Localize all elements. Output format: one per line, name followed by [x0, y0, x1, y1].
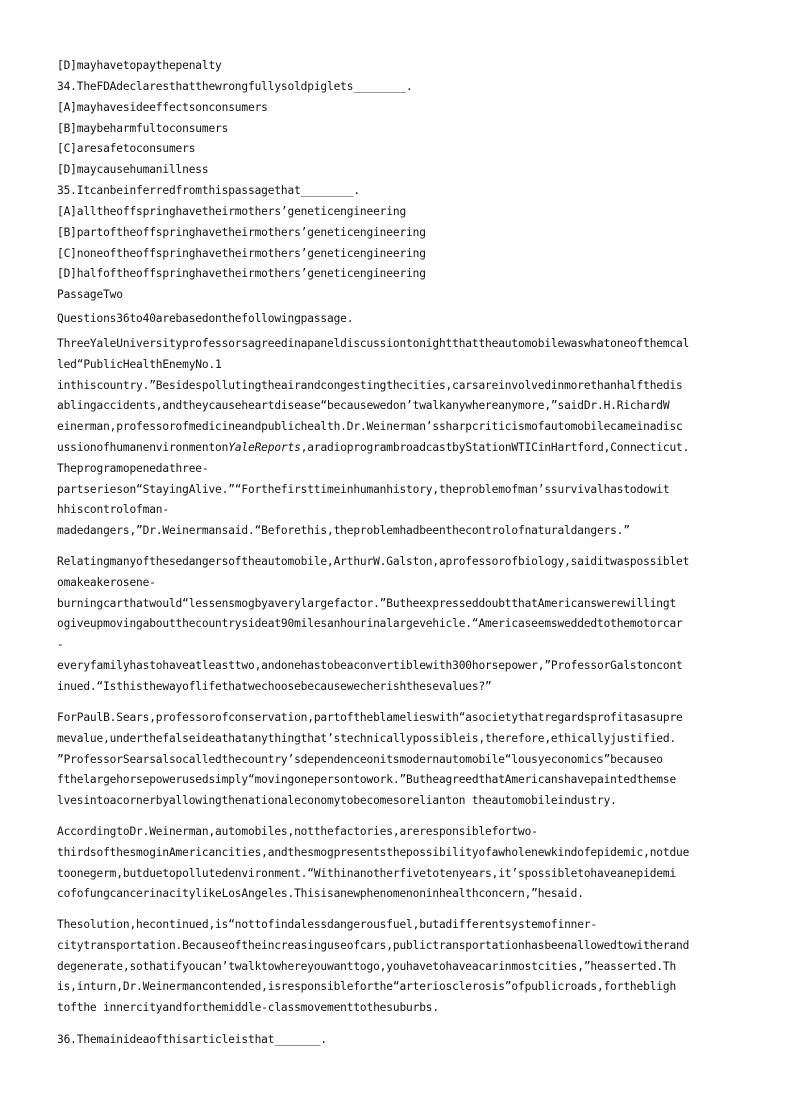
paragraph-line: citytransportation.Becauseoftheincreasinguseofcars,publictransportationhasbeenallowedtowitherand	[57, 938, 690, 952]
paragraph-line: cofofungcancerinacitylikeLosAngeles.Thisisanewphenomenoninhealthconcern,”hesaid.	[57, 887, 584, 901]
paragraph-4	[57, 822, 733, 905]
paragraph-line: toonegerm,butduetopollutedenvironment.“Withinanotherfivetotenyears,it’spossibletohaveanepidemi	[57, 866, 677, 880]
paragraph-line: hhiscontrolofman-	[57, 503, 169, 517]
q35-stem: 35.Itcanbeinferredfromthispassagethat________.	[57, 184, 360, 197]
paragraph-line: degenerate,sothatifyoucan’twalktowhereyouwanttogo,youhavetohaveacarinmostcities,”heasserted.Th	[57, 959, 677, 973]
paragraph-line: fthelargehorsepowerusedsimply“movingonepersontowork.”ButheagreedthatAmericanshavepaintedthemse	[57, 773, 677, 787]
paragraph-3	[57, 708, 733, 812]
paragraph-line: omakeakerosene-	[57, 575, 156, 589]
q35-option-a: [A]alltheoffspringhavetheirmothers’geneticengineering	[57, 205, 407, 218]
q34-option-d: [D]maycausehumanillness	[57, 163, 209, 176]
paragraph-line: Thesolution,hecontinued,is“nottofindalessdangerousfuel,butadifferentsystemofinner-	[57, 918, 598, 931]
q34-option-b: [B]maybeharmfultoconsumers	[57, 122, 229, 135]
paragraph-line: mevalue,underthefalseideathatanythingthat’stechnicallypossibleis,therefore,ethicallyjustified.	[57, 731, 677, 745]
paragraph-line: madedangers,”Dr.Weinermansaid.“Beforethis,theproblemhadbeenthecontrolofnaturaldangers.”	[57, 524, 630, 538]
paragraph-line: tofthe innercityandforthemiddle-classmovementtothesuburbs.	[57, 1001, 439, 1015]
paragraph-line: -	[57, 638, 64, 652]
passage-instructions: Questions36to40arebasedonthefollowingpassage.	[57, 312, 354, 325]
paragraph-line: burningcarthatwould“lessensmogbyaverylargefactor.”ButheexpresseddoubtthatAmericanswerewillingt	[57, 596, 677, 610]
passage-title: PassageTwo	[57, 288, 123, 301]
paragraph-line: ablingaccidents,andtheycauseheartdisease“becausewedon’twalkanywhereanymore,”saidDr.H.RichardW	[57, 399, 670, 413]
paragraph-line: ”ProfessorSearsalsocalledthecountry’sdependenceonitsmodernautomobile“lousyeconomics”becauseo	[57, 752, 663, 766]
paragraph-line: lvesintoacornerbyallowingthenationaleconomytobecomesorelianton theautomobileindustry.	[57, 794, 617, 808]
q34-option-a: [A]mayhavesideeffectsonconsumers	[57, 101, 268, 114]
paragraph-5	[57, 915, 733, 1019]
program-name: YaleReports	[228, 440, 301, 454]
paragraph-line: everyfamilyhastohaveatleasttwo,andonehastobeaconvertiblewith300horsepower,”ProfessorGalstoncont	[57, 658, 683, 672]
q34-stem: 34.TheFDAdeclaresthatthewrongfullysoldpiglets________.	[57, 80, 413, 93]
paragraph-2	[57, 552, 733, 698]
paragraph-line: ForPaulB.Sears,professorofconservation,partoftheblamelieswith“asocietythatregardsprofitasasupre	[57, 711, 683, 724]
paragraph-line	[57, 438, 733, 459]
paragraph-line: ThreeYaleUniversityprofessorsagreedinapaneldiscussiontonightthattheautomobilewaswhatoneofthemcal	[57, 337, 690, 350]
paragraph-line: Theprogramopenedathree-	[57, 461, 209, 475]
paragraph-line: inued.“Isthisthewayoflifethatwechoosebecausewecherishthesevalues?”	[57, 679, 492, 693]
paragraph-1	[57, 334, 733, 542]
paragraph-line: is,inturn,Dr.Weinermancontended,isresponsibleforthe“arteriosclerosis”ofpublicroads,forthebligh	[57, 980, 677, 994]
paragraph-line: led“PublicHealthEnemyNo.1	[57, 357, 222, 371]
paragraph-text: ,aradioprogrambroadcastbyStationWTICinHartford,Connecticut.	[300, 440, 690, 454]
q35-option-b: [B]partoftheoffspringhavetheirmothers’geneticengineering	[57, 226, 426, 239]
paragraph-text: ussionofhumanenvironmenton	[57, 440, 229, 454]
paragraph-line: ogiveupmovingaboutthecountrysideat90milesanhourinalargevehicle.“Americaseemsweddedtothemotorcar	[57, 617, 683, 631]
q36-stem: 36.Themainideaofthisarticleisthat_______.	[57, 1033, 328, 1046]
q33-option-d: [D]mayhavetopaythepenalty	[57, 59, 222, 72]
paragraph-line: thirdsofthesmoginAmericancities,andthesmogpresentsthepossibilityofawholenewkindofepidemic,notdue	[57, 845, 690, 859]
paragraph-line: einerman,professorofmedicineandpublichealth.Dr.Weinerman’ssharpcriticismofautomobilecameinadisc	[57, 420, 683, 434]
q34-option-c: [C]aresafetoconsumers	[57, 142, 196, 155]
paragraph-line: Relatingmanyofthesedangersoftheautomobile,ArthurW.Galston,aprofessorofbiology,saiditwaspossiblet	[57, 555, 690, 568]
paragraph-line: inthiscountry.”Besidespollutingtheairandcongestingthecities,carsareinvolvedinmorethanhalfthedis	[57, 378, 683, 392]
paragraph-line: AccordingtoDr.Weinerman,automobiles,notthefactories,areresponsiblefortwo-	[57, 825, 538, 838]
paragraph-line: partserieson“StayingAlive.”“Forthefirsttimeinhumanhistory,theproblemofman’ssurvivalhastodowit	[57, 482, 670, 496]
q35-option-c: [C]noneoftheoffspringhavetheirmothers’geneticengineering	[57, 247, 426, 260]
q35-option-d: [D]halfoftheoffspringhavetheirmothers’geneticengineering	[57, 267, 426, 280]
